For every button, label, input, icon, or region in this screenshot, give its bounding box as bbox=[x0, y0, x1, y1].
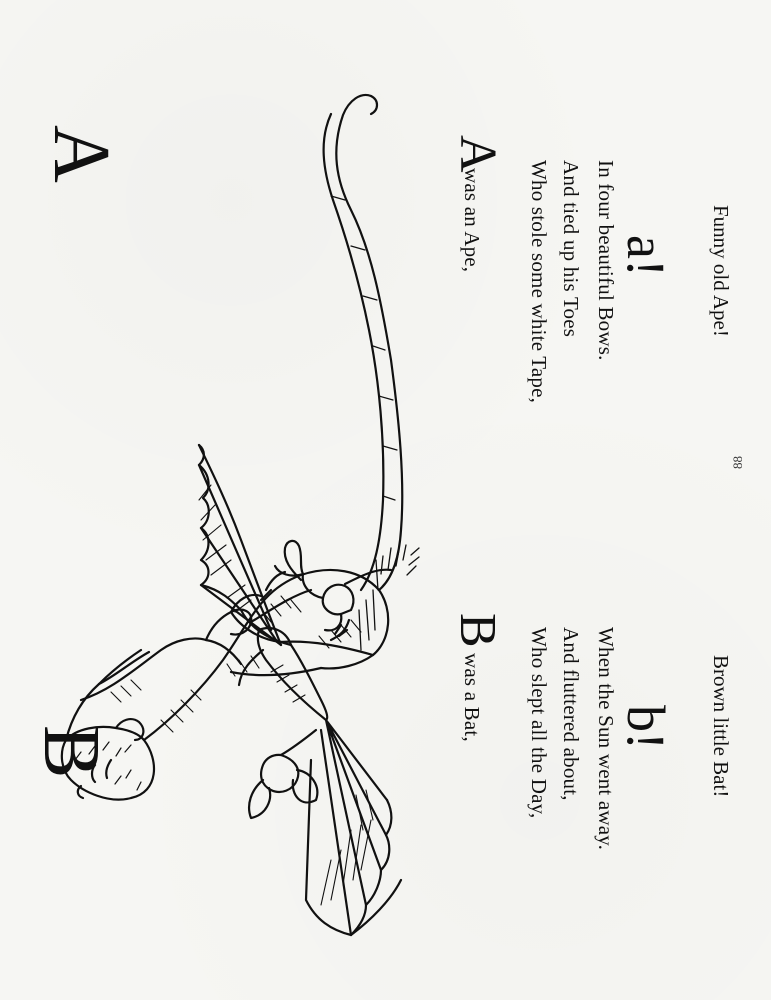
refrain-b: Brown little Bat! bbox=[709, 655, 733, 798]
verse-a-line-3: And tied up his Toes bbox=[559, 160, 583, 338]
big-letter-b: B bbox=[27, 725, 115, 779]
page-number: 88 bbox=[730, 456, 745, 469]
verse-b-line-2: Who slept all the Day, bbox=[527, 627, 551, 819]
verse-b-first-line: was a Bat, bbox=[460, 653, 484, 742]
verse-a-line-2: Who stole some white Tape, bbox=[527, 160, 551, 404]
verse-b-line-3: And fluttered about, bbox=[559, 627, 583, 801]
verse-a-line-4: In four beautiful Bows. bbox=[594, 160, 618, 361]
big-letter-a: A bbox=[37, 125, 125, 183]
drop-cap-b: B bbox=[449, 613, 506, 648]
drop-cap-a: A bbox=[449, 135, 506, 173]
verse-a-first-line: was an Ape, bbox=[460, 168, 484, 273]
refrain-a: Funny old Ape! bbox=[709, 205, 733, 337]
verse-b-line-4: When the Sun went away. bbox=[594, 627, 618, 851]
lowercase-a-exclaim: a! bbox=[616, 235, 676, 277]
lowercase-b-exclaim: b! bbox=[616, 705, 676, 750]
